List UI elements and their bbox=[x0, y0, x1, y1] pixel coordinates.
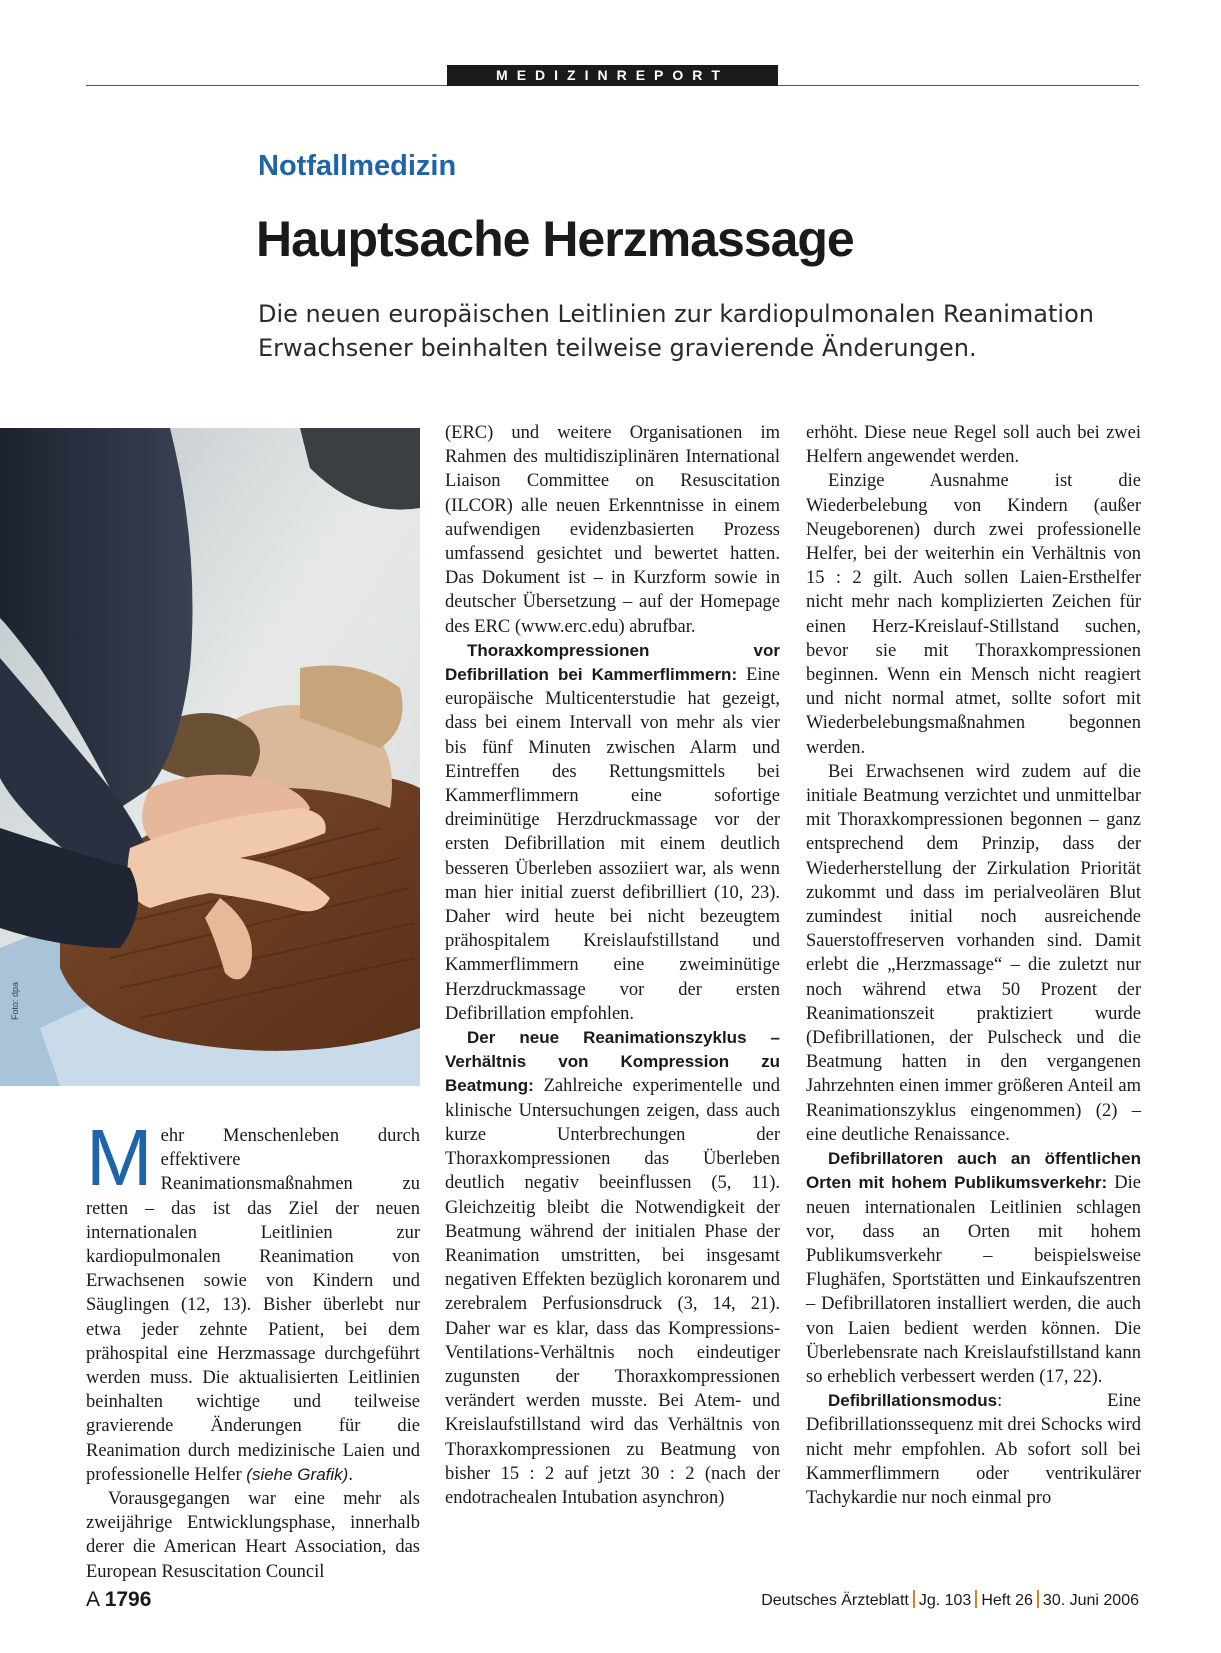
journal-volume: Jg. 103 bbox=[918, 1592, 972, 1609]
journal-name: Deutsches Ärzteblatt bbox=[761, 1592, 909, 1609]
paragraph-text: Die neuen internationalen Leitlinien schlagen vor, dass an Orten mit hohem Publikumsverkehr – beispielsweise Flughäfen, Sportstätten und Einkaufszentren – Defibrillatoren installiert werden, die auch von Laien bedient werden können. Die Überlebensrate nach Kreislaufstillstand kann so erheblich verbessert werden (17, 22). bbox=[806, 1173, 1141, 1387]
column-right bbox=[806, 421, 1141, 1510]
paragraph bbox=[445, 639, 780, 1026]
paragraph-text: : Eine Defibrillationssequenz mit drei Schocks wird nicht mehr empfohlen. Ab sofort soll bei Kammerflimmern oder ventrikulärer Tachykardie nur noch einmal pro bbox=[806, 1391, 1141, 1508]
section-label: MEDIZINREPORT bbox=[447, 65, 778, 86]
paragraph-end: . bbox=[348, 1464, 353, 1485]
paragraph bbox=[806, 1147, 1141, 1389]
paragraph-text: ehr Menschenleben durch effektivere Reanimationsmaßnahmen zu retten – das ist das Ziel der neuen internationalen Leitlinien zur kardiopulmonalen Reanimation von Erwachsenen sowie von Kindern und Säuglingen (12, 13). Bisher überlebt nur etwa jeder zehnte Patient, bei dem prähospital eine Herzmassage durchgeführt werden muss. Die aktualisierten Leitlinien beinhalten wichtige und teilweise gravierende Änderungen für die Reanimation durch medizinische Laien und professionelle Helfer bbox=[86, 1126, 420, 1485]
page-prefix: A bbox=[86, 1588, 99, 1611]
paragraph: Vorausgegangen war eine mehr als zweijährige Entwicklungsphase, innerhalb derer die American Heart Association, das European Resuscitation Council bbox=[86, 1489, 420, 1582]
drop-cap: M bbox=[86, 1113, 153, 1202]
paragraph-text: Zahlreiche experimentelle und klinische Untersuchungen zeigen, dass auch kurze Unterbrechungen der Thoraxkompressionen das Überleben deutlich negativ beeinflussen (5, 11). Gleichzeitig bleibt die Notwendigkeit der Beatmung während der initialen Phase der Reanimation umstritten, bei insgesamt negativen Effekten bezüglich koronarem und zerebralem Perfusionsdruck (3, 14, 21). Daher war es klar, dass das Kompressions-Ventilations-Verhältnis noch eindeutiger zugunsten der Thoraxkompressionen verändert werden musste. Bei Atem- und Kreislaufstillstand wird das Verhältnis von Thoraxkompressionen zu Beatmung von bisher 15 : 2 auf jetzt 30 : 2 (nach der endotrachealen Intubation asynchron) bbox=[445, 1076, 780, 1508]
paragraph: Bei Erwachsenen wird zudem auf die initiale Beatmung verzichtet und unmittelbar mit Thoraxkompressionen begonnen – ganz entsprechend dem Prinzip, dass der Wiederherstellung der Zirkulation Priorität zukommt und dass im perialveolären Blut zumindest initial noch ausreichende Sauerstoffreserven vorhanden sind. Damit erlebt die „Herzmassage“ – die zuletzt nur noch während etwa 50 Prozent der Reanimationszeit praktiziert wurde (Defibrillationen, der Pulscheck und die Beatmung hatten in den vergangenen Jahrzehnten einen immer größeren Anteil am Reanimationszyklus eingenommen) (2) – eine deutliche Renaissance. bbox=[806, 761, 1141, 1145]
divider bbox=[1037, 1590, 1039, 1608]
paragraph bbox=[806, 1389, 1141, 1510]
run-in-heading: Defibrillationsmodus bbox=[828, 1391, 998, 1411]
article-lead bbox=[258, 297, 1094, 365]
run-in-heading: Thoraxkompressionen vor Defibrillation bei Kammerflimmern: bbox=[445, 640, 780, 685]
cpr-photo-illustration bbox=[0, 428, 420, 1086]
run-in-heading: Der neue Reanimationszyklus – Verhältnis von Kompression zu Beatmung: bbox=[445, 1028, 780, 1096]
paragraph: (ERC) und weitere Organisationen im Rahmen des multidisziplinären International Liaison Committee on Resuscitation (ILCOR) alle neuen Erkenntnisse in einem aufwendigen evidenzbasierten Prozess umfassend gesichtet und bewertet hatten. Das Dokument ist – in Kurzform sowie in deutscher Übersetzung – auf der Homepage des ERC (www.erc.edu) abrufbar. bbox=[445, 423, 780, 637]
column-middle bbox=[445, 421, 780, 1510]
divider bbox=[975, 1590, 977, 1608]
lead-line: Erwachsener beinhalten teilweise gravierende Änderungen. bbox=[258, 334, 977, 362]
run-in-heading: Defibrillatoren auch an öffentlichen Orten mit hohem Publikumsverkehr: bbox=[806, 1149, 1141, 1193]
article-kicker: Notfallmedizin bbox=[258, 150, 457, 182]
cpr-photo bbox=[0, 428, 420, 1086]
figure-reference: (siehe Grafik) bbox=[246, 1464, 349, 1484]
divider bbox=[913, 1590, 915, 1608]
column-left bbox=[86, 1113, 420, 1584]
journal-issue: Heft 26 bbox=[981, 1592, 1033, 1609]
article-title: Hauptsache Herzmassage bbox=[256, 211, 854, 267]
paragraph-intro bbox=[86, 1113, 420, 1487]
page-number-value: 1796 bbox=[104, 1588, 152, 1611]
page-number bbox=[86, 1588, 151, 1612]
paragraph: erhöht. Diese neue Regel soll auch bei zwei Helfern angewendet werden. bbox=[806, 423, 1141, 468]
lead-line: Die neuen europäischen Leitlinien zur kardiopulmonalen Reanimation bbox=[258, 300, 1094, 328]
journal-date: 30. Juni 2006 bbox=[1042, 1592, 1139, 1609]
journal-citation bbox=[761, 1590, 1139, 1610]
photo-credit: Foto: dpa bbox=[10, 981, 20, 1020]
paragraph bbox=[445, 1026, 780, 1510]
paragraph-text: Eine europäische Multicenterstudie hat gezeigt, dass bei einem Intervall von mehr als vier bis fünf Minuten zwischen Alarm und Eintreffen des Rettungsmittels bei Kammerflimmern eine sofortige dreiminütige Herzdruckmassage vor der ersten Defibrillation mit einem deutlich besseren Überleben assoziiert war, als wenn man hier initial zuerst defibrilliert (10, 23). Daher wird heute bei nicht bezeugtem prähospitalem Kreislaufstillstand und Kammerflimmern eine zweiminütige Herzdruckmassage vor der ersten Defibrillation empfohlen. bbox=[445, 665, 780, 1024]
paragraph: Einzige Ausnahme ist die Wiederbelebung von Kindern (außer Neugeborenen) durch zwei professionelle Helfer, bei der weiterhin ein Verhältnis von 15 : 2 gilt. Auch sollen Laien-Ersthelfer nicht mehr nach komplizierten Zeichen für einen Herz-Kreislauf-Stillstand suchen, bevor sie mit Thoraxkompressionen beginnen. Wenn ein Mensch nicht reagiert und nicht normal atmet, sollte sofort mit Wiederbelebungsmaßnahmen begonnen werden. bbox=[806, 471, 1141, 758]
